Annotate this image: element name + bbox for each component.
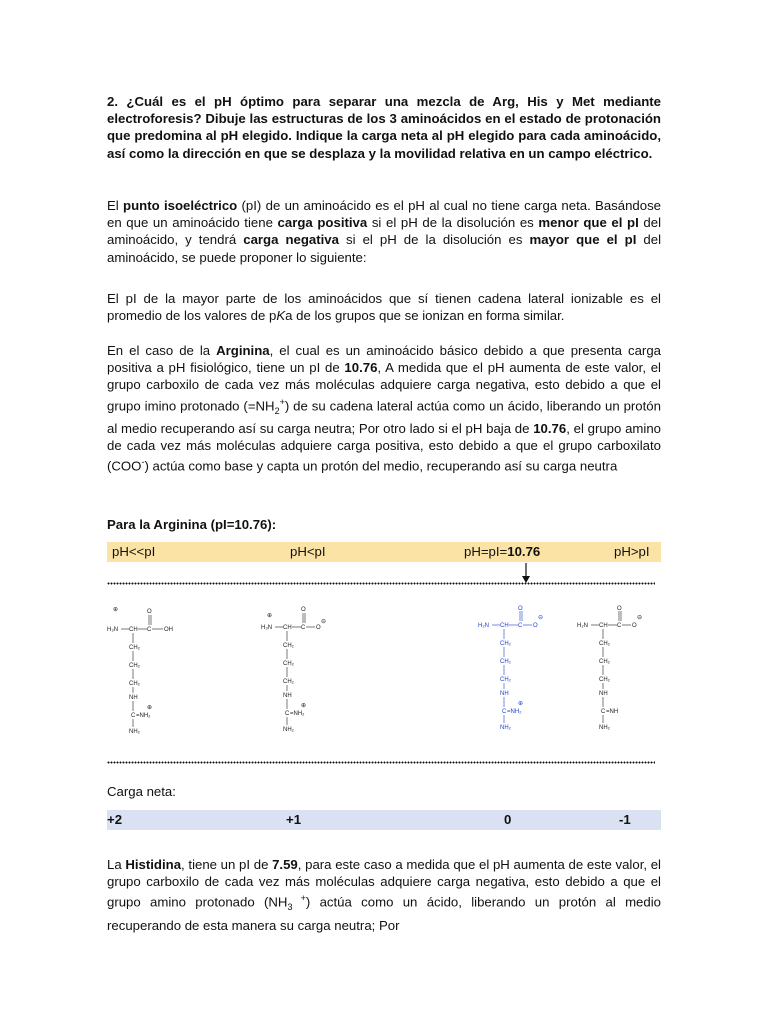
paragraph-pka: El pI de la mayor parte de los aminoácidos que sí tienen cadena lateral ionizable es el promedio de los valores de pKa de los grupos que se ionizan en forma similar. [107,291,661,324]
charge-value: +1 [286,812,302,827]
paragraph-arginina: En el caso de la Arginina, el cual es un aminoácido básico debido a que presenta carga positiva a pH fisiológico, tiene un pI de 10.76, A medida que el pH aumenta de este valor, el grupo carboxilo de cada vez más moléculas adquiere carga negativa, esto debido a que el grupo imino protonado $(=NH_2^+)$ de su cadena lateral actúa como un ácido, liberando un protón al medio recuperando así su carga neutra; Por otro lado si el pH baja de 10.76, el grupo amino de cada vez más moléculas adquiere carga positiva, esto debido a que el grupo carboxilato (COO-) actúa como base y capta un protón del medio, recuperando así su carga neutra [107,343,661,474]
ph-label-much-lower: pH<<pI [112,544,156,559]
svg-text:⊖: ⊖ [637,615,643,621]
svg-text:⊖: ⊖ [321,619,327,625]
svg-text:CH₂: CH₂ [599,659,610,665]
svg-text:H₂N: H₂N [577,623,588,629]
svg-text:NH: NH [129,695,138,701]
charge-value: 0 [504,812,512,827]
arginina-header: Para la Arginina (pI=10.76): [107,517,277,532]
ph-bar [107,542,661,562]
svg-text:CH₂: CH₂ [129,681,140,687]
svg-text:CH: CH [129,627,138,633]
svg-text:C: C [617,623,622,629]
svg-text:NH: NH [500,691,509,697]
svg-text:=NH₂: =NH₂ [507,709,522,715]
svg-text:O: O [518,606,523,612]
svg-text:⊕: ⊕ [113,607,119,613]
svg-text:⊕: ⊕ [518,701,524,707]
ph-label-lower: pH<pI [290,544,326,559]
arginine-structure-charge-plus2 [107,605,187,740]
question-heading: 2. ¿Cuál es el pH óptimo para separar una mezcla de Arg, His y Met mediante electroforesis? Dibuje las estructuras de los 3 aminoácidos en el estado de protonación que predomina al pH elegido. Indique la carga neta al pH elegido para cada aminoácido, así como la dirección en que se desplaza y la movilidad relativa en un campo eléctrico. [107,94,661,161]
svg-text:O: O [617,606,622,612]
svg-text:OH: OH [164,627,173,633]
svg-text:⊕: ⊕ [301,703,307,709]
svg-text:NH₂: NH₂ [283,727,294,733]
svg-text:CH₂: CH₂ [599,641,610,647]
svg-text:⊖: ⊖ [538,615,544,621]
svg-text:CH₂: CH₂ [283,643,294,649]
svg-text:=NH: =NH [606,709,619,715]
svg-text:C: C [518,623,523,629]
svg-text:CH₂: CH₂ [500,641,511,647]
carga-neta-label: Carga neta: [107,784,176,799]
svg-text:C: C [131,713,136,719]
svg-text:CH₂: CH₂ [500,659,511,665]
svg-text:=NH₂: =NH₂ [290,711,305,717]
svg-text:C: C [285,711,290,717]
svg-text:O: O [301,607,306,613]
svg-text:CH: CH [500,623,509,629]
svg-text:CH: CH [599,623,608,629]
svg-text:C: C [301,625,306,631]
dotted-divider-bottom [107,761,655,765]
charge-value: +2 [107,812,123,827]
svg-text:NH₂: NH₂ [129,729,140,735]
arginine-structure-charge-plus1 [261,605,341,740]
svg-text:C: C [601,709,606,715]
ph-label-equal: pH=pI=10.76 [464,544,541,559]
svg-text:H₃N: H₃N [261,625,273,631]
down-arrow-icon [518,562,534,584]
charge-value: -1 [619,812,631,827]
ph-label-higher: pH>pI [614,544,650,559]
svg-text:O: O [316,625,321,631]
dotted-divider-top [107,582,655,586]
svg-text:CH₂: CH₂ [283,679,294,685]
svg-text:O: O [147,609,152,615]
arginine-structure-charge-zero [478,605,558,740]
svg-text:CH₂: CH₂ [599,677,610,683]
svg-text:C: C [147,627,152,633]
svg-text:NH: NH [283,693,292,699]
svg-text:=NH₂: =NH₂ [136,713,151,719]
svg-text:⊕: ⊕ [147,705,153,711]
svg-text:CH₂: CH₂ [129,645,140,651]
svg-text:CH: CH [283,625,292,631]
svg-text:H₃N: H₃N [107,627,119,633]
paragraph-isoelectric: El punto isoeléctrico (pI) de un aminoácido es el pH al cual no tiene carga neta. Basándose en que un aminoácido tiene carga positiva si el pH de la disolución es menor que el pI del aminoácido, y tendrá carga negativa si el pH de la disolución es mayor que el pI del aminoácido, se puede proponer lo siguiente: [107,198,662,265]
svg-text:O: O [533,623,538,629]
svg-text:CH₂: CH₂ [283,661,294,667]
svg-text:C: C [502,709,507,715]
svg-text:NH: NH [599,691,608,697]
svg-text:CH₂: CH₂ [129,663,140,669]
svg-text:NH₂: NH₂ [599,725,610,731]
svg-text:H₂N: H₂N [478,623,489,629]
paragraph-histidina: La Histidina, tiene un pI de 7.59, para este caso a medida que el pH aumenta de este valor, el grupo carboxilo de cada vez más moléculas adquiere carga negativa, esto debido a que el grupo amino protonado ($NH_3$ +) actúa como un ácido, liberando un protón al medio recuperando de esta manera su carga neutra; Por [107,857,661,933]
svg-text:NH₂: NH₂ [500,725,511,731]
svg-text:CH₂: CH₂ [500,677,511,683]
arginine-structure-charge-minus1 [577,605,657,740]
svg-text:⊕: ⊕ [267,613,273,619]
svg-text:O: O [632,623,637,629]
charge-bar [107,810,661,830]
